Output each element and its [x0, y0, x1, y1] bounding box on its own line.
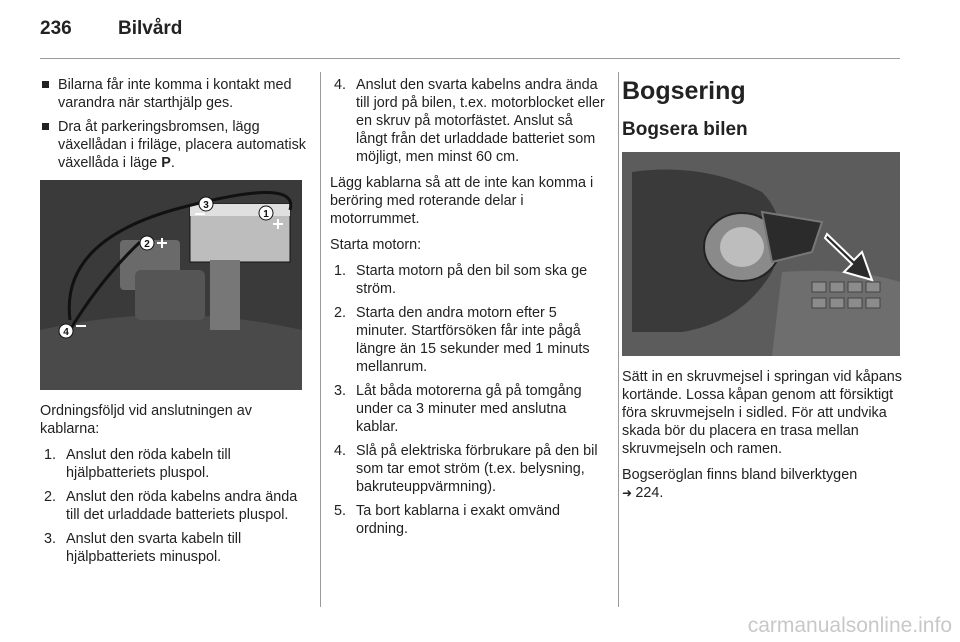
column-left [40, 76, 308, 574]
list-item: 1. Anslut den röda kabeln till hjälpbatteriets pluspol. [44, 447, 231, 481]
paragraph: Bogseröglan finns bland bilverktygen ➜ 224. [622, 467, 858, 501]
chapter-title: Bilvård [118, 18, 183, 39]
page-number: 236 [40, 18, 72, 39]
reference-arrow-icon: ➜ [622, 486, 636, 500]
figure-label: 2 [144, 239, 150, 250]
list-item: 2. Starta den andra motorn efter 5 minuter. Startförsöken får inte pågå längre än 15 sekunder med 1 minuts mellanrum. [334, 305, 590, 375]
paragraph: Ordningsföljd vid anslutningen av kablarna: [40, 403, 252, 437]
paragraph: Lägg kablarna så att de inte kan komma i beröring med roterande delar i motorrummet. [330, 175, 594, 227]
jump-start-figure [40, 180, 302, 390]
paragraph: Sätt in en skruvmejsel i springan vid kåpans kortände. Lossa kåpan genom att försiktigt föra skruvmejseln i sidled. För att undvika skada bör du placera en trasa mellan skruvmejseln och ramen. [622, 369, 902, 457]
list-item: 5. Ta bort kablarna i exakt omvänd ordning. [334, 503, 560, 537]
section-title: Bogsering [622, 77, 746, 105]
column-middle [330, 76, 606, 546]
page-reference[interactable]: 224. [635, 485, 664, 501]
figure-label: 4 [63, 327, 69, 338]
numbered-list [40, 446, 308, 566]
list-item: 4. Anslut den svarta kabelns andra ända till jord på bilen, t.ex. motorblocket eller en skruv på motorfästet. Anslut så långt från det urladdade batteriet som möjligt, men minst 60 cm. [334, 77, 605, 165]
bullet-list [40, 76, 308, 172]
bullet-item: Bilarna får inte komma i kontakt med varandra när starthjälp ges. [40, 76, 308, 112]
numbered-list [330, 262, 606, 538]
header-rule [40, 58, 900, 59]
column-divider [320, 72, 321, 607]
list-item: 1. Starta motorn på den bil som ska ge ström. [334, 263, 588, 297]
column-divider [618, 72, 619, 607]
list-item: 2. Anslut den röda kabelns andra ända till det urladdade batteriets pluspol. [44, 489, 298, 523]
figure-label: 1 [263, 209, 269, 220]
tow-cover-figure [622, 152, 900, 356]
paragraph: Starta motorn: [330, 237, 422, 253]
column-right [622, 76, 904, 510]
list-item: 3. Anslut den svarta kabeln till hjälpbatteriets minuspol. [44, 531, 242, 565]
watermark: carmanualsonline.info [747, 614, 952, 637]
subsection-title: Bogsera bilen [622, 119, 748, 140]
list-item: 3. Låt båda motorerna gå på tomgång under ca 3 minuter med anslutna kablar. [334, 383, 582, 435]
bullet-item: Dra åt parkeringsbromsen, lägg växellådan i friläge, placera automatisk växellåda i läge P. [40, 118, 308, 172]
numbered-list [330, 76, 606, 166]
list-item: 4. Slå på elektriska förbrukare på den bil som tar emot ström (t.ex. belysning, bakruteuppvärmning). [334, 443, 598, 495]
figure-label: 3 [203, 200, 209, 211]
